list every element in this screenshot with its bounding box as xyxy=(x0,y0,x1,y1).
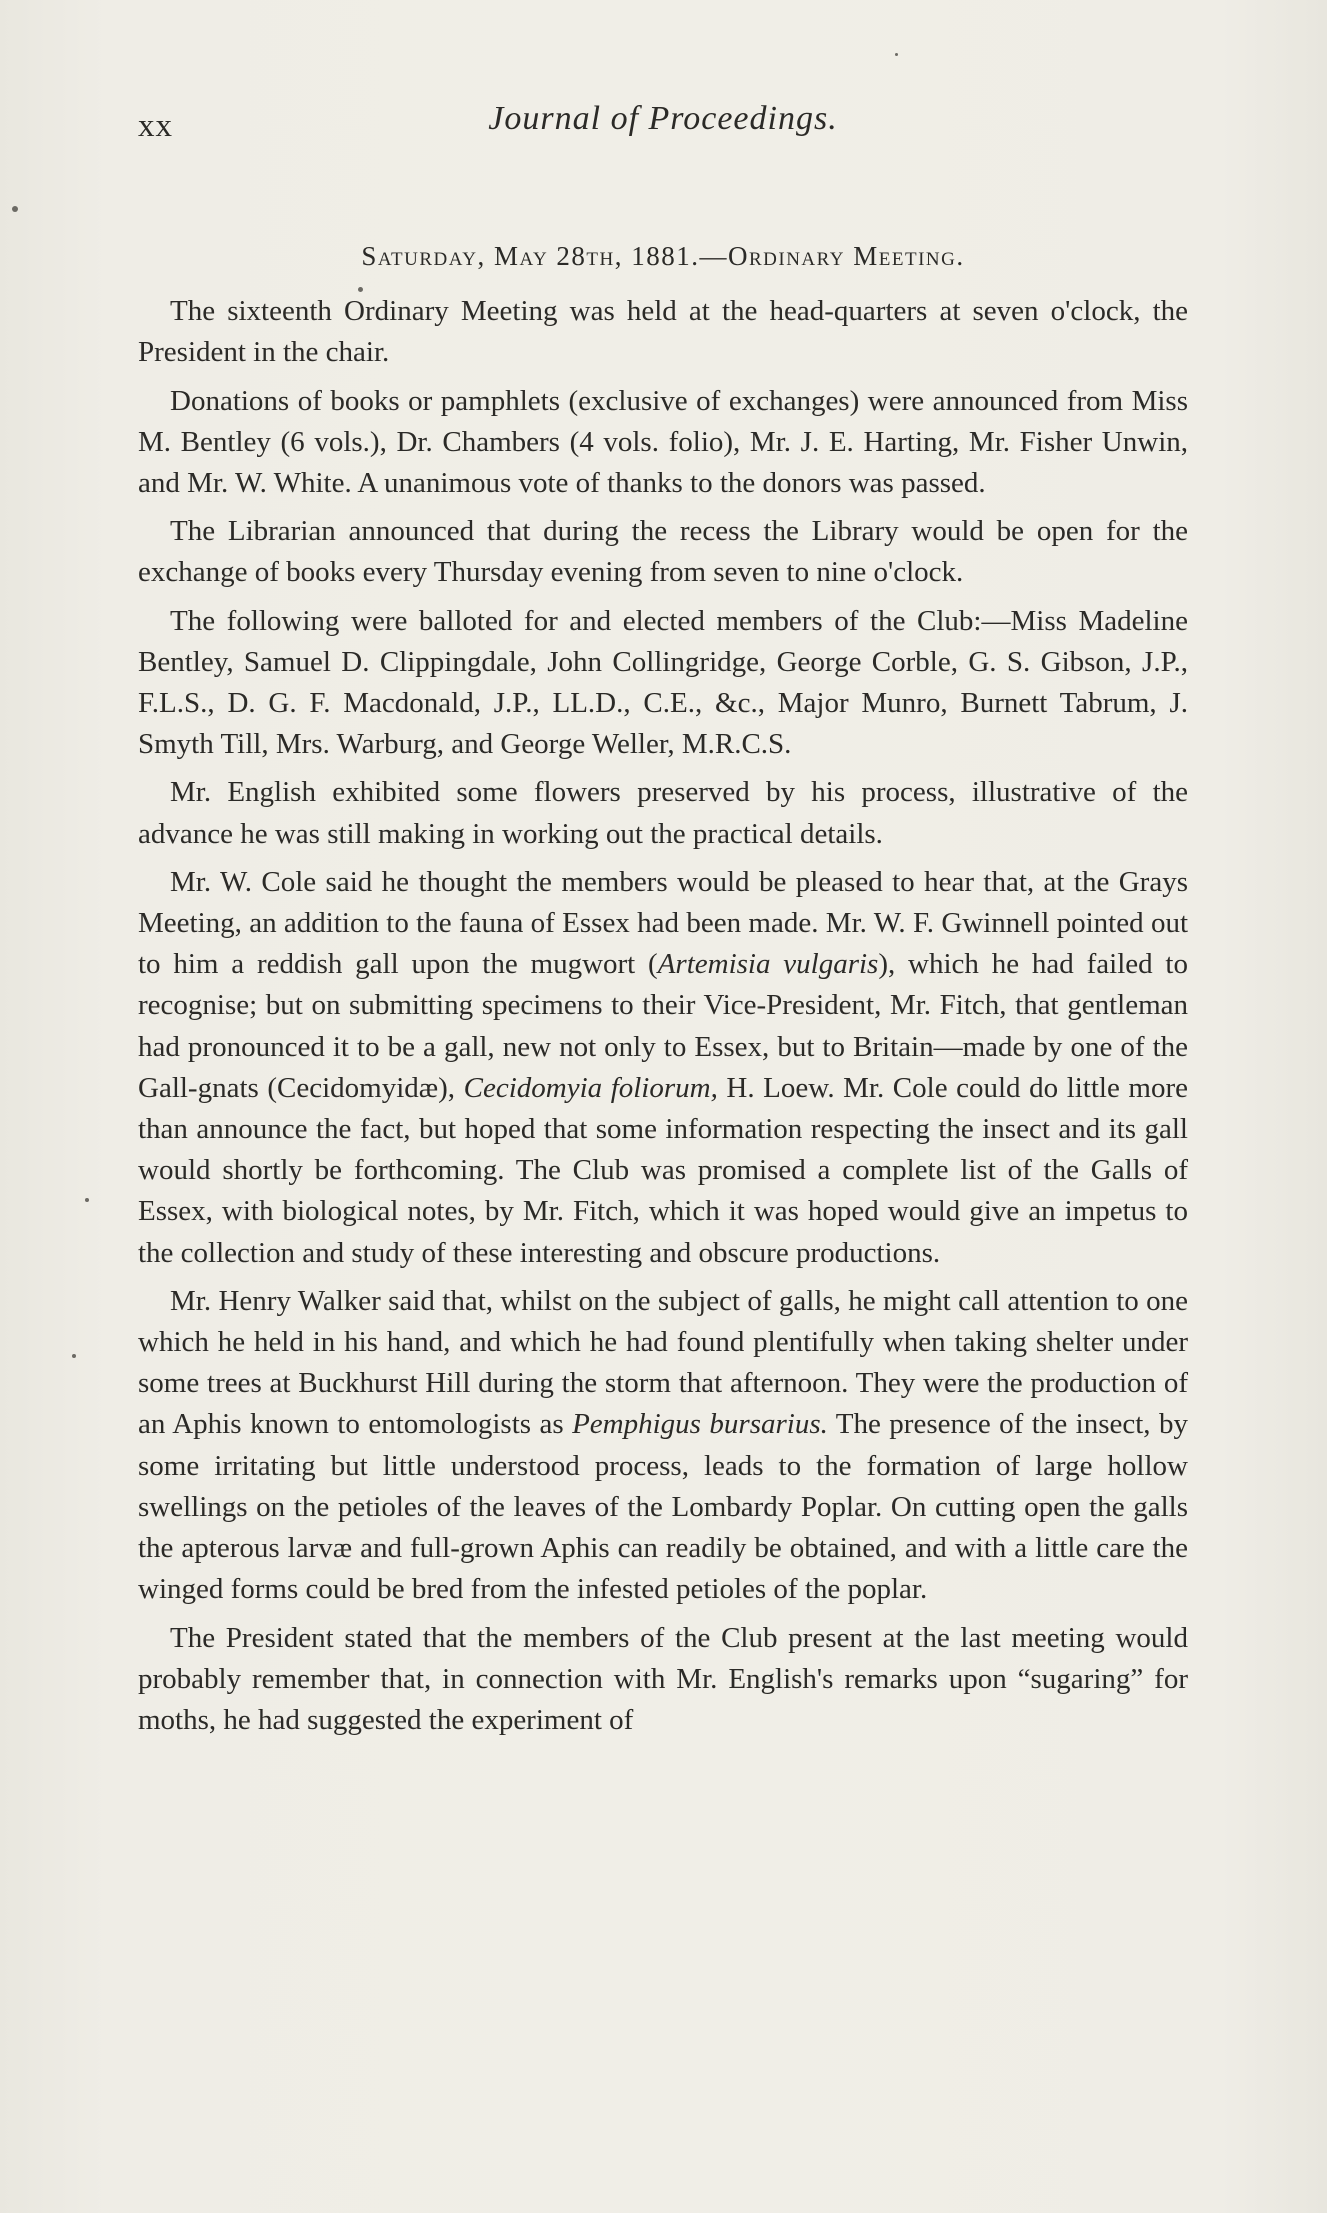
paragraph-walker-aphis xyxy=(138,1281,1188,1611)
print-speck xyxy=(72,1354,76,1358)
walker-text-2: The presence of the insect, by some irritating but little understood process, leads to the formation of large hollow swellings on the petioles of the leaves of the Lombardy Poplar. On cutting open the galls the apterous larvæ and full-grown Aphis can readily be obtained, and with a little care the winged forms could be bred from the infested petioles of the poplar. xyxy=(138,1408,1188,1606)
cole-text-3: H. Loew. Mr. Cole could do little more than announce the fact, but hoped that some information respecting the insect and its gall would shortly be forthcoming. The Club was promised a complete list of the Galls of Essex, with biological notes, by Mr. Fitch, which it was hoped would give an impetus to the collection and study of these interesting and obscure productions. xyxy=(138,1071,1189,1269)
body-text xyxy=(138,236,1188,1741)
paragraph-library-notice: The Librarian announced that during the recess the Library would be open for the exchange of books every Thursday evening from seven to nine o'clock. xyxy=(138,515,1188,589)
species-pemphigus: Pemphigus bursarius. xyxy=(572,1408,828,1441)
cole-text-2: ), which he had failed to recognise; but on submitting specimens to their Vice-President, Mr. Fitch, that gentleman had pronounced it to be a gall, new not only to Essex, but to Britain—made by one of the Gall-gnats (Cecidomyidæ), xyxy=(138,948,1188,1104)
running-title: Journal of Proceedings. xyxy=(488,100,838,137)
walker-text-1: Mr. Henry Walker said that, whilst on the subject of galls, he might call attention to one which he held in his hand, and which he had found plentifully when taking shelter under some trees at Buckhurst Hill during the storm that afternoon. They were the production of an Aphis known to entomologists as xyxy=(138,1284,1188,1441)
meeting-heading: Saturday, May 28th, 1881.—Ordinary Meeting. xyxy=(361,241,965,271)
page-header xyxy=(138,100,1188,150)
paragraph-president-sugaring: The President stated that the members of the Club present at the last meeting would probably remember that, in connection with Mr. English's remarks upon “sugaring” for moths, he had suggested the experiment of xyxy=(138,1621,1188,1736)
paragraph-cole-gall xyxy=(138,862,1188,1274)
page-number: xx xyxy=(138,108,173,144)
species-artemisia: Artemisia vulgaris xyxy=(657,948,879,981)
paragraph-english-exhibit: Mr. English exhibited some flowers preserved by his process, illustrative of the advance he was still making in working out the practical details. xyxy=(138,776,1188,850)
print-speck xyxy=(85,1198,89,1202)
paragraph-donations: Donations of books or pamphlets (exclusive of exchanges) were announced from Miss M. Bentley (6 vols.), Dr. Chambers (4 vols. folio), Mr. J. E. Harting, Mr. Fisher Unwin, and Mr. W. White. A unanimous vote of thanks to the donors was passed. xyxy=(138,384,1188,500)
paragraph-meeting-opening: The sixteenth Ordinary Meeting was held at the head-quarters at seven o'clock, the President in the chair. xyxy=(138,295,1188,369)
print-speck xyxy=(358,287,363,292)
print-speck xyxy=(895,53,898,56)
paragraph-new-members: The following were balloted for and elected members of the Club:—Miss Madeline Bentley, Samuel D. Clippingdale, John Collingridge, George Corble, G. S. Gibson, J.P., F.L.S., D. G. F. Macdonald, J.P., LL.D., C.E., &c., Major Munro, Burnett Tabrum, J. Smyth Till, Mrs. Warburg, and George Weller, M.R.C.S. xyxy=(138,604,1188,761)
cole-text-1: Mr. W. Cole said he thought the members would be pleased to hear that, at the Grays Meeting, an addition to the fauna of Essex had been made. Mr. W. F. Gwinnell pointed out to him a reddish gall upon the mugwort ( xyxy=(138,865,1188,981)
print-speck xyxy=(12,206,18,212)
species-cecidomyia: Cecidomyia foliorum, xyxy=(463,1071,718,1104)
